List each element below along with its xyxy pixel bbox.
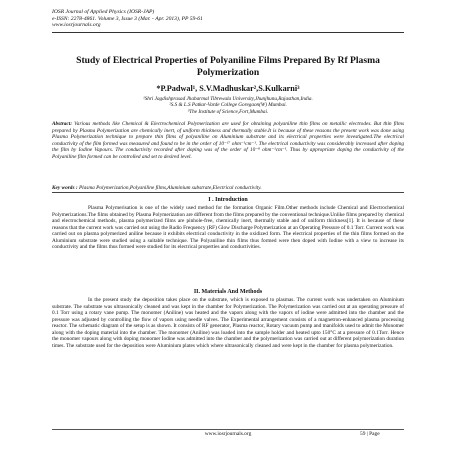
header-divider <box>52 32 404 33</box>
affiliation-3: ³The Institute of Science,Fort,Mumbai. <box>187 108 269 115</box>
journal-issn: e-ISSN: 2278-4861. Volume 3, Issue 3 (Mar. - Apr. 2013), PP 59-61 <box>52 15 203 22</box>
affiliation-1: ¹Shri Jagdishprasad Jhabarmal Tibrewala University,Jhunjhunu,Rajasthan,India. <box>143 96 313 102</box>
section-heading-materials-methods: II. Materials And Methods <box>193 289 263 295</box>
page-number: 59 | Page <box>360 431 380 437</box>
abstract <box>52 121 404 160</box>
journal-header <box>52 9 412 29</box>
footer-url[interactable]: www.iosrjournals.org <box>204 431 252 437</box>
footer-divider <box>52 429 404 430</box>
journal-name: IOSR Journal of Applied Physics (IOSR-JAP) <box>52 9 155 15</box>
keywords <box>52 185 404 192</box>
paper-title: Study of Electrical Properties of Polyaniline Films Prepared By Rf Plasma Polymerization <box>76 55 380 78</box>
keywords-divider <box>52 192 404 193</box>
keywords-label: Key words : <box>52 185 78 191</box>
section-body-introduction: Plasma Polymerisation is one of the widely used method for the formation Organic Film.Other methods include Chemical and Electrochemical Polymerizations.The films obtained by Plasma Polymerization are different from the films prepared by the conventional technique.Unlike films prepared by chemical and electrochemical methods, plasma polymerized films are pinhole-free, chemically inert, thermally stable and of uniform thickness[1]. It is because of these reasons that the current work was carried out using the Radio Frequency (RF) Glow Discharge Polymerization at an Operating Pressure of 0.1 Torr. Current work was carried out on plasma polymerized aniline because it exhibits electrical conductivity in the oxidized form. The electrical properties of the thin films formed on the Aluminium substrate were studied using a suitable technique. The Polyaniline thin films thus formed were then doped with Iodine with a view to increase its conductivity and the films thus formed were studied for its electrical properties and conductivities. <box>52 205 404 251</box>
section-heading-introduction: I . Introduction <box>208 197 248 203</box>
journal-url[interactable]: www.iosrjournals.org <box>52 22 101 29</box>
affiliations <box>52 96 404 115</box>
paper-authors: *P.Padwal¹, S.V.Madhuskar²,S.Kulkarni³ <box>156 84 300 93</box>
keywords-text: Plasma Polymerization,Polyaniline films,Aluminium substrate,Electrical conductivity. <box>78 185 262 191</box>
affiliation-2: ²S.S & L.S Patkar-Varde College Goregaon(W) Mumbai. <box>169 102 287 109</box>
section-body-materials-methods: In the present study the deposition takes place on the substrate, which is exposed to plasmas. The current work was undertaken on Aluminium substrate. The substrate was ultrasonically cleaned and was kept in the chamber for Polymerization. The Polymerization was carried out at an operating pressure of 0.1 Torr using a rotary vane pump. The monomer (Aniline) was heated and the vapors along with the vapors of iodine were admitted into the chamber and the pressure was adjusted by controlling the flow of vapors using needle valves. The Experimental arrangement consists of a magnetron-enhanced plasma processing reactor. The schematic diagram of the setup is as shown. It consists of RF generator, Plasma reactor, Rotary vacuum pump and manifolds used to admit the Monomer along with the doping material into the chamber. The monomer (Aniline) was loaded into the sample holder and heated upto 150°C at a pressure of 0.1Torr. Hence the monomer vapours along with doping monomer Iodine was admitted into the chamber and the polymerization was carried out at different polymerization duration times. The substrate used for the deposition were Aluminium plates which where ultrasonically cleaned and were kept in the chamber for plasma polymerization. <box>52 297 404 349</box>
abstract-label: Abstract: <box>52 121 73 127</box>
abstract-text: Various methods like Chemical & Electrochemical Polymerization are used for obtaining polyaniline thin films on metallic electrodes. But thin films prepared by Plasma Polymerization are chemically inert, of uniform thickness and thermally stable.It is because of these reasons the present work was done using Plasma Polymerization technique to prepare thin films of polyaniline on Aluminium substrate and its electrical properties were investigated.The electrical conductivity of the film formed was measured and found to be in the order of 10⁻¹⁷ ohm⁻¹cm⁻¹. The electrical conductivity was considerably increased after doping the film by Iodine Vapours. The conductivity recorded after doping was of the order of 10⁻⁸ ohm⁻¹cm⁻¹. Thus by appropriate doping the conductivity of the Polyaniline film formed can be controlled and set to desired level. <box>52 121 405 160</box>
